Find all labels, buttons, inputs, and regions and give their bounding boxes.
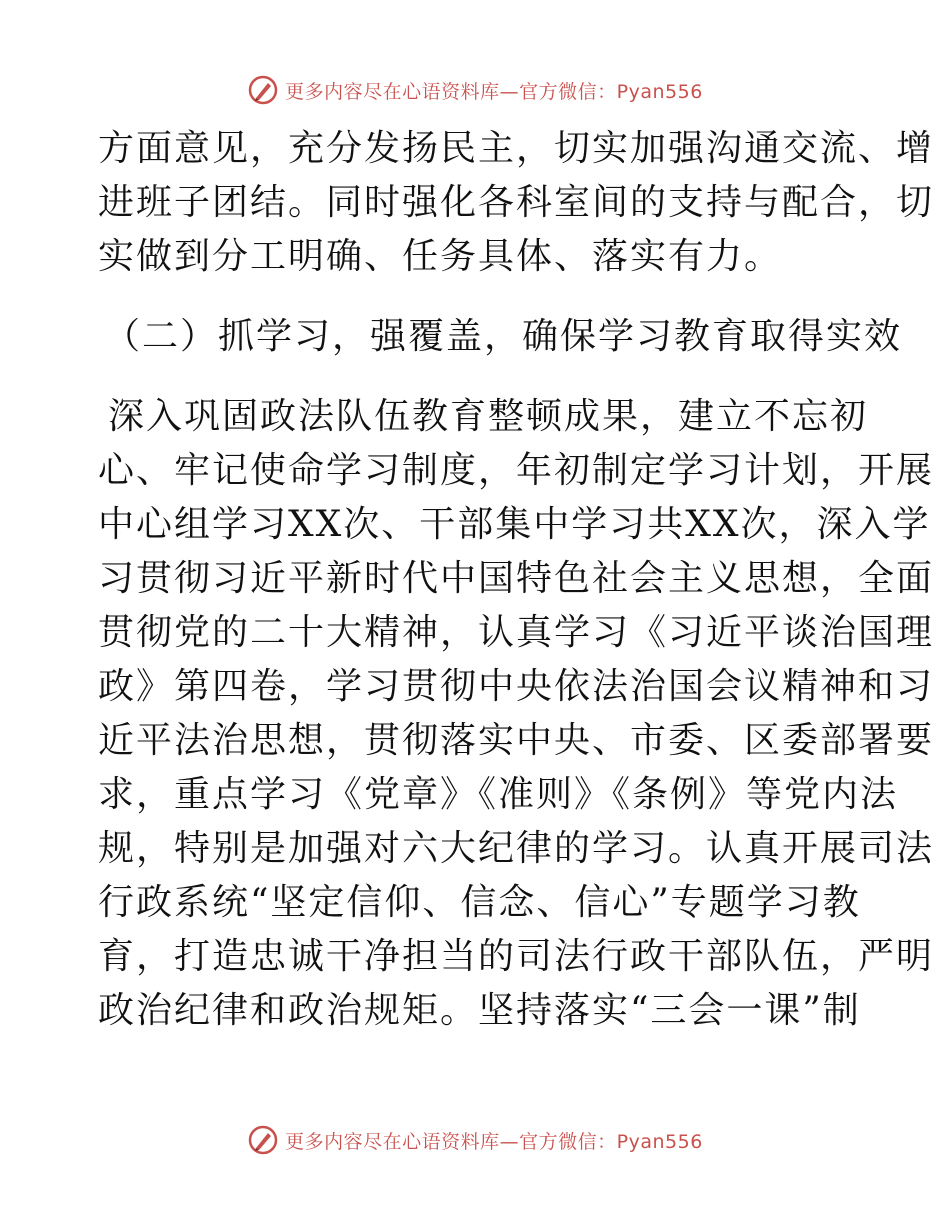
text-line: 政》第四卷，学习贯彻中央依法治国会议精神和习 [98, 666, 935, 707]
text-line: 求，重点学习《党章》《准则》《条例》等党内法 [98, 774, 899, 815]
text-line: 进班子团结。同时强化各科室间的支持与配合，切 [98, 182, 935, 223]
text-line: 育，打造忠诚干净担当的司法行政干部队伍，严明 [98, 936, 935, 977]
text-line: 深入巩固政法队伍教育整顿成果，建立不忘初 [108, 396, 869, 437]
header-watermark [0, 70, 950, 110]
text-line: 实做到分工明确、任务具体、落实有力。 [98, 236, 783, 277]
footer-watermark [0, 1120, 950, 1160]
watermark-text: 更多内容尽在心语资料库—官方微信：Pyan556 [285, 1130, 703, 1153]
pen-logo-icon [247, 74, 279, 106]
text-line: 行政系统“坚定信仰、信念、信心”专题学习教 [98, 882, 861, 923]
text-line: 心、牢记使命学习制度，年初制定学习计划，开展 [98, 450, 935, 491]
text-line: 贯彻党的二十大精神，认真学习《习近平谈治国理 [98, 612, 935, 653]
text-line: 规，特别是加强对六大纪律的学习。认真开展司法 [98, 828, 935, 869]
text-line: 习贯彻习近平新时代中国特色社会主义思想，全面 [98, 558, 935, 599]
document-body [98, 122, 935, 1038]
text-line: 中心组学习XX次、干部集中学习共XX次，深入学 [98, 504, 931, 545]
text-line: 方面意见，充分发扬民主，切实加强沟通交流、增 [98, 128, 935, 169]
pen-logo-icon [247, 1124, 279, 1156]
section-heading: （二）抓学习，强覆盖，确保学习教育取得实效 [104, 316, 903, 357]
text-line: 近平法治思想，贯彻落实中央、市委、区委部署要 [98, 720, 935, 761]
watermark-text: 更多内容尽在心语资料库—官方微信：Pyan556 [285, 80, 703, 103]
text-line: 政治纪律和政治规矩。坚持落实“三会一课”制 [98, 990, 861, 1031]
